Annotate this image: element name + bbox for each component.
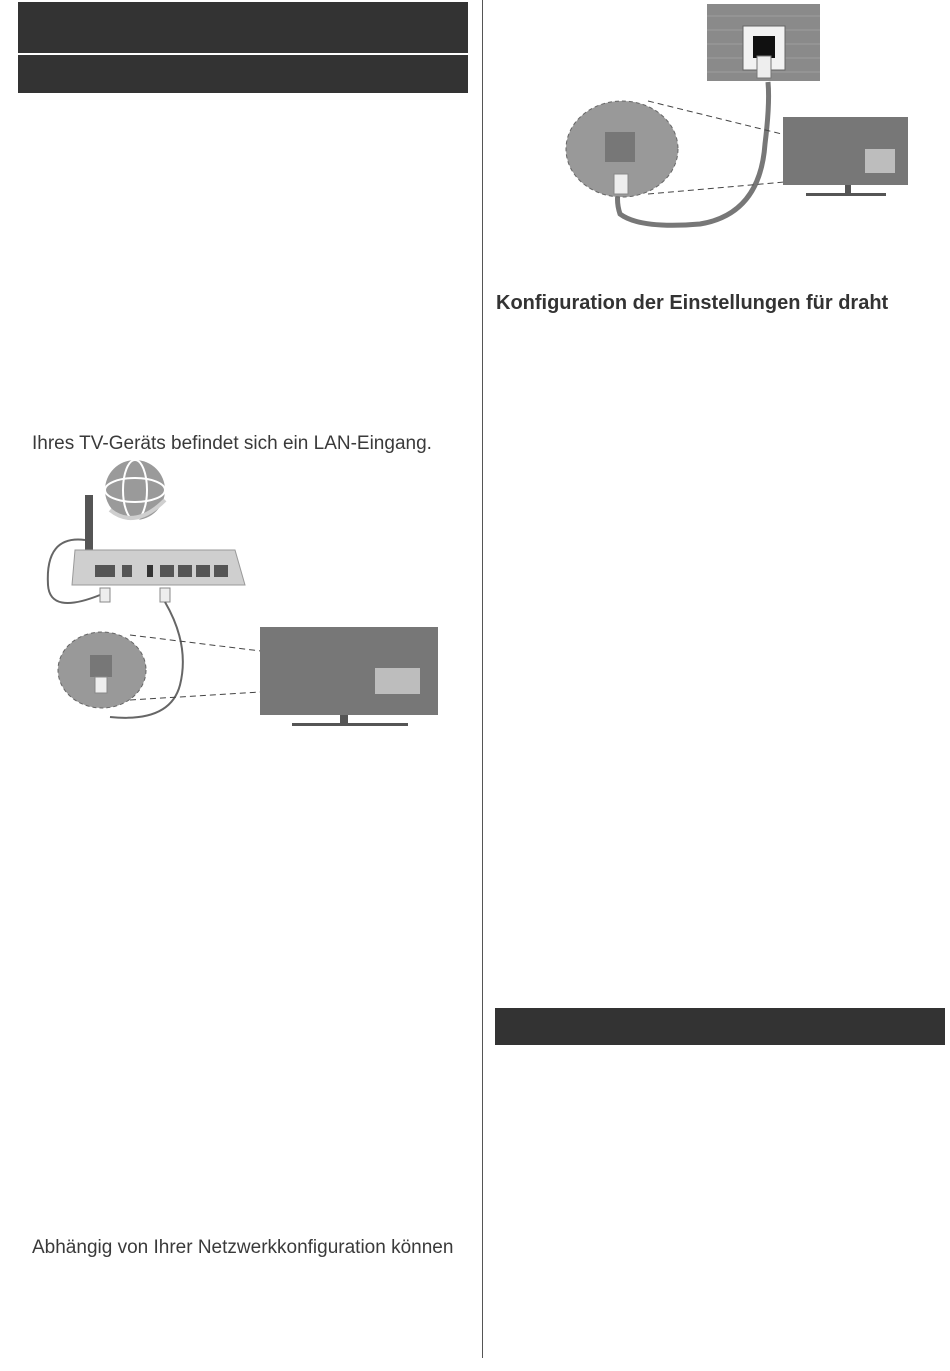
section-subheader-bar: [18, 55, 468, 93]
wall-connection-illustration: [560, 4, 920, 239]
tv-icon: [260, 627, 438, 726]
column-divider: [482, 0, 483, 1358]
section-header-bar-right: [495, 1008, 945, 1045]
cable-plug-icon: [757, 56, 771, 78]
tv-icon: [783, 117, 908, 196]
lan-port-icon: [58, 632, 146, 708]
lan-port-icon: [566, 101, 678, 197]
globe-icon: [105, 460, 165, 520]
router-connection-illustration: [30, 455, 450, 735]
lan-input-text: Ihres TV-Geräts befindet sich ein LAN-Eingang.: [32, 433, 432, 454]
section-header-bar: [18, 2, 468, 53]
network-config-text: Abhängig von Ihrer Netzwerkkonfiguration können: [32, 1237, 454, 1258]
wired-settings-heading: Konfiguration der Einstellungen für draht: [496, 292, 889, 314]
